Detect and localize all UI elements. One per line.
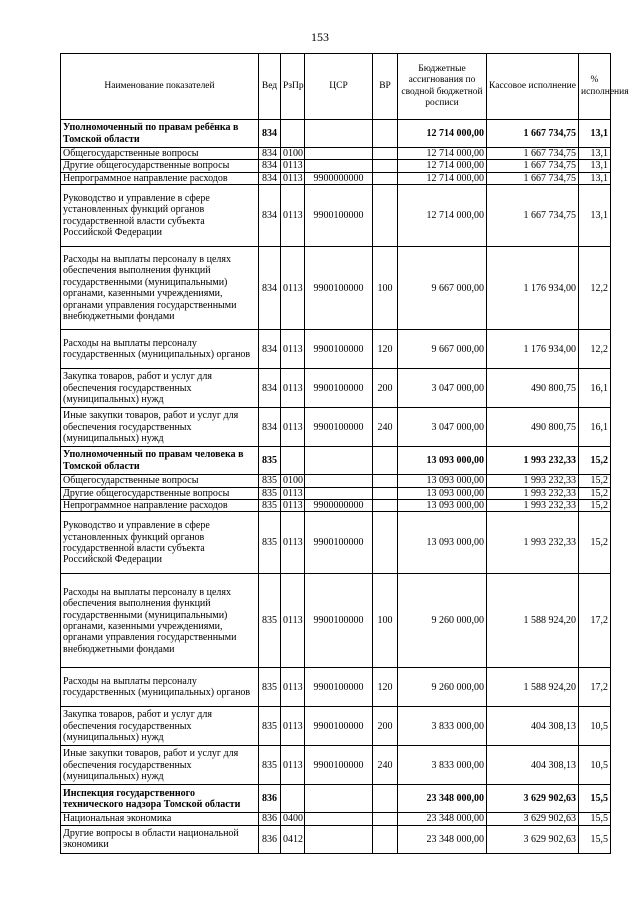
- cell-cash: 1 993 232,33: [487, 500, 579, 512]
- cell-csr: [305, 447, 373, 475]
- cell-csr: [305, 487, 373, 499]
- cell-csr: 9900100000: [305, 247, 373, 330]
- cell-ved: 836: [259, 813, 281, 825]
- cell-vr: [373, 825, 398, 853]
- cell-pct: 10,5: [579, 707, 611, 746]
- cell-name: Расходы на выплаты персоналу в целях обеспечения выполнения функций государственными (муниципальными) органами, казенными учреждениями, органами управления государственными внебюджетными фондами: [61, 574, 259, 668]
- cell-csr: 9900100000: [305, 707, 373, 746]
- cell-ved: 835: [259, 487, 281, 499]
- table-row: [61, 160, 611, 172]
- table-row: [61, 447, 611, 475]
- cell-budget: 23 348 000,00: [398, 813, 487, 825]
- cell-budget: 12 714 000,00: [398, 160, 487, 172]
- cell-budget: 12 714 000,00: [398, 185, 487, 247]
- cell-rzpr: [281, 447, 305, 475]
- cell-csr: [305, 160, 373, 172]
- cell-rzpr: 0113: [281, 408, 305, 447]
- cell-pct: 15,2: [579, 512, 611, 574]
- cell-vr: [373, 813, 398, 825]
- cell-pct: 15,5: [579, 813, 611, 825]
- cell-vr: 120: [373, 330, 398, 369]
- cell-vr: 240: [373, 408, 398, 447]
- table-row: [61, 707, 611, 746]
- cell-ved: 834: [259, 408, 281, 447]
- cell-budget: 13 093 000,00: [398, 512, 487, 574]
- cell-csr: 9900000000: [305, 172, 373, 184]
- table-row: [61, 247, 611, 330]
- cell-budget: 3 047 000,00: [398, 369, 487, 408]
- cell-cash: 1 993 232,33: [487, 447, 579, 475]
- cell-pct: 12,2: [579, 247, 611, 330]
- cell-ved: 836: [259, 825, 281, 853]
- table-row: [61, 408, 611, 447]
- cell-pct: 15,2: [579, 500, 611, 512]
- cell-vr: [373, 148, 398, 160]
- cell-ved: 834: [259, 172, 281, 184]
- cell-cash: 1 176 934,00: [487, 247, 579, 330]
- cell-ved: 834: [259, 160, 281, 172]
- header-budget: Бюджетные ассигнования по сводной бюджетной росписи: [398, 54, 487, 120]
- cell-budget: 3 833 000,00: [398, 707, 487, 746]
- cell-cash: 1 667 734,75: [487, 120, 579, 148]
- cell-name: Другие вопросы в области национальной экономики: [61, 825, 259, 853]
- table-row: [61, 369, 611, 408]
- cell-rzpr: 0113: [281, 487, 305, 499]
- cell-name: Инспекция государственного технического надзора Томской области: [61, 785, 259, 813]
- cell-pct: 10,5: [579, 746, 611, 785]
- cell-cash: 3 629 902,63: [487, 785, 579, 813]
- cell-cash: 3 629 902,63: [487, 825, 579, 853]
- cell-budget: 9 667 000,00: [398, 330, 487, 369]
- cell-csr: 9900100000: [305, 746, 373, 785]
- cell-name: Расходы на выплаты персоналу в целях обеспечения выполнения функций государственными (муниципальными) органами, казенными учреждениями, органами управления государственными внебюджетными фондами: [61, 247, 259, 330]
- cell-rzpr: [281, 785, 305, 813]
- table-row: [61, 500, 611, 512]
- cell-ved: 836: [259, 785, 281, 813]
- cell-ved: 835: [259, 707, 281, 746]
- cell-rzpr: 0400: [281, 813, 305, 825]
- cell-vr: [373, 185, 398, 247]
- cell-name: Общегосударственные вопросы: [61, 475, 259, 487]
- cell-cash: 3 629 902,63: [487, 813, 579, 825]
- cell-csr: 9900100000: [305, 408, 373, 447]
- table-row: [61, 512, 611, 574]
- cell-budget: 13 093 000,00: [398, 475, 487, 487]
- cell-csr: 9900100000: [305, 574, 373, 668]
- cell-rzpr: [281, 120, 305, 148]
- cell-vr: [373, 160, 398, 172]
- cell-pct: 17,2: [579, 574, 611, 668]
- cell-rzpr: 0113: [281, 185, 305, 247]
- header-cash: Кассовое исполнение: [487, 54, 579, 120]
- page-number: 153: [311, 30, 329, 44]
- cell-rzpr: 0113: [281, 172, 305, 184]
- cell-cash: 1 993 232,33: [487, 512, 579, 574]
- cell-vr: [373, 475, 398, 487]
- cell-budget: 23 348 000,00: [398, 785, 487, 813]
- cell-vr: 240: [373, 746, 398, 785]
- header-pct: % исполнения: [579, 54, 611, 120]
- cell-name: Другие общегосударственные вопросы: [61, 160, 259, 172]
- cell-budget: 23 348 000,00: [398, 825, 487, 853]
- header-rzpr: РзПр: [281, 54, 305, 120]
- table-row: [61, 668, 611, 707]
- table-row: [61, 172, 611, 184]
- cell-name: Национальная экономика: [61, 813, 259, 825]
- cell-cash: 1 667 734,75: [487, 172, 579, 184]
- cell-cash: 1 667 734,75: [487, 185, 579, 247]
- cell-vr: [373, 512, 398, 574]
- cell-vr: 200: [373, 369, 398, 408]
- cell-csr: [305, 813, 373, 825]
- cell-ved: 835: [259, 475, 281, 487]
- header-ved: Вед: [259, 54, 281, 120]
- cell-budget: 13 093 000,00: [398, 487, 487, 499]
- cell-name: Другие общегосударственные вопросы: [61, 487, 259, 499]
- cell-cash: 1 588 924,20: [487, 668, 579, 707]
- cell-cash: 1 176 934,00: [487, 330, 579, 369]
- header-csr: ЦСР: [305, 54, 373, 120]
- cell-rzpr: 0412: [281, 825, 305, 853]
- cell-vr: [373, 500, 398, 512]
- cell-name: Расходы на выплаты персоналу государственных (муниципальных) органов: [61, 668, 259, 707]
- table-row: [61, 120, 611, 148]
- cell-name: Непрограммное направление расходов: [61, 172, 259, 184]
- cell-budget: 12 714 000,00: [398, 172, 487, 184]
- cell-budget: 13 093 000,00: [398, 447, 487, 475]
- cell-pct: 16,1: [579, 408, 611, 447]
- cell-csr: [305, 148, 373, 160]
- cell-cash: 404 308,13: [487, 746, 579, 785]
- cell-cash: 1 667 734,75: [487, 160, 579, 172]
- cell-name: Закупка товаров, работ и услуг для обеспечения государственных (муниципальных) нужд: [61, 707, 259, 746]
- cell-csr: 9900100000: [305, 512, 373, 574]
- cell-ved: 835: [259, 500, 281, 512]
- cell-cash: 1 588 924,20: [487, 574, 579, 668]
- cell-rzpr: 0113: [281, 160, 305, 172]
- cell-vr: [373, 172, 398, 184]
- cell-csr: 9900100000: [305, 369, 373, 408]
- cell-rzpr: 0113: [281, 512, 305, 574]
- cell-vr: 120: [373, 668, 398, 707]
- table-row: [61, 574, 611, 668]
- cell-vr: 100: [373, 247, 398, 330]
- cell-pct: 15,5: [579, 785, 611, 813]
- table-row: [61, 475, 611, 487]
- cell-pct: 17,2: [579, 668, 611, 707]
- cell-csr: 9900100000: [305, 330, 373, 369]
- cell-ved: 835: [259, 746, 281, 785]
- cell-pct: 15,5: [579, 825, 611, 853]
- cell-ved: 835: [259, 574, 281, 668]
- cell-rzpr: 0113: [281, 746, 305, 785]
- header-vr: ВР: [373, 54, 398, 120]
- cell-vr: [373, 120, 398, 148]
- cell-name: Руководство и управление в сфере установленных функций органов государственной власти субъекта Российской Федерации: [61, 512, 259, 574]
- table-row: [61, 785, 611, 813]
- cell-budget: 9 260 000,00: [398, 668, 487, 707]
- cell-pct: 13,1: [579, 120, 611, 148]
- cell-csr: 9900100000: [305, 185, 373, 247]
- table-row: [61, 813, 611, 825]
- cell-budget: 12 714 000,00: [398, 120, 487, 148]
- cell-rzpr: 0113: [281, 707, 305, 746]
- cell-csr: [305, 120, 373, 148]
- cell-rzpr: 0113: [281, 247, 305, 330]
- cell-cash: 1 993 232,33: [487, 475, 579, 487]
- cell-ved: 834: [259, 185, 281, 247]
- cell-csr: [305, 825, 373, 853]
- cell-name: Иные закупки товаров, работ и услуг для обеспечения государственных (муниципальных) нужд: [61, 746, 259, 785]
- cell-pct: 12,2: [579, 330, 611, 369]
- cell-csr: [305, 475, 373, 487]
- cell-cash: 490 800,75: [487, 369, 579, 408]
- cell-pct: 15,2: [579, 475, 611, 487]
- cell-ved: 835: [259, 668, 281, 707]
- cell-vr: [373, 487, 398, 499]
- cell-name: Расходы на выплаты персоналу государственных (муниципальных) органов: [61, 330, 259, 369]
- cell-name: Иные закупки товаров, работ и услуг для обеспечения государственных (муниципальных) нужд: [61, 408, 259, 447]
- cell-cash: 490 800,75: [487, 408, 579, 447]
- cell-ved: 834: [259, 120, 281, 148]
- cell-vr: 100: [373, 574, 398, 668]
- cell-budget: 3 833 000,00: [398, 746, 487, 785]
- table-row: [61, 148, 611, 160]
- cell-budget: 3 047 000,00: [398, 408, 487, 447]
- cell-budget: 9 667 000,00: [398, 247, 487, 330]
- cell-ved: 834: [259, 369, 281, 408]
- cell-pct: 15,2: [579, 447, 611, 475]
- cell-pct: 13,1: [579, 160, 611, 172]
- cell-vr: 200: [373, 707, 398, 746]
- cell-pct: 13,1: [579, 172, 611, 184]
- cell-ved: 835: [259, 512, 281, 574]
- cell-rzpr: 0113: [281, 668, 305, 707]
- cell-rzpr: 0113: [281, 574, 305, 668]
- cell-name: Общегосударственные вопросы: [61, 148, 259, 160]
- table-row: [61, 330, 611, 369]
- cell-rzpr: 0113: [281, 369, 305, 408]
- cell-pct: 13,1: [579, 148, 611, 160]
- cell-vr: [373, 447, 398, 475]
- cell-name: Уполномоченный по правам ребёнка в Томской области: [61, 120, 259, 148]
- table-header-row: [61, 54, 611, 120]
- cell-name: Руководство и управление в сфере установленных функций органов государственной власти субъекта Российской Федерации: [61, 185, 259, 247]
- cell-pct: 13,1: [579, 185, 611, 247]
- table-row: [61, 487, 611, 499]
- cell-csr: [305, 785, 373, 813]
- cell-name: Непрограммное направление расходов: [61, 500, 259, 512]
- cell-cash: 404 308,13: [487, 707, 579, 746]
- cell-budget: 9 260 000,00: [398, 574, 487, 668]
- cell-name: Закупка товаров, работ и услуг для обеспечения государственных (муниципальных) нужд: [61, 369, 259, 408]
- cell-cash: 1 667 734,75: [487, 148, 579, 160]
- cell-budget: 13 093 000,00: [398, 500, 487, 512]
- cell-rzpr: 0113: [281, 330, 305, 369]
- cell-cash: 1 993 232,33: [487, 487, 579, 499]
- budget-table: [60, 53, 629, 854]
- cell-pct: 16,1: [579, 369, 611, 408]
- table-row: [61, 825, 611, 853]
- cell-vr: [373, 785, 398, 813]
- cell-pct: 15,2: [579, 487, 611, 499]
- cell-ved: 835: [259, 447, 281, 475]
- cell-ved: 834: [259, 330, 281, 369]
- cell-rzpr: 0100: [281, 148, 305, 160]
- header-name: Наименование показателей: [61, 54, 259, 120]
- cell-csr: 9900000000: [305, 500, 373, 512]
- cell-rzpr: 0100: [281, 475, 305, 487]
- cell-rzpr: 0113: [281, 500, 305, 512]
- cell-csr: 9900100000: [305, 668, 373, 707]
- cell-ved: 834: [259, 247, 281, 330]
- table-row: [61, 185, 611, 247]
- cell-ved: 834: [259, 148, 281, 160]
- cell-name: Уполномоченный по правам человека в Томской области: [61, 447, 259, 475]
- cell-budget: 12 714 000,00: [398, 148, 487, 160]
- table-row: [61, 746, 611, 785]
